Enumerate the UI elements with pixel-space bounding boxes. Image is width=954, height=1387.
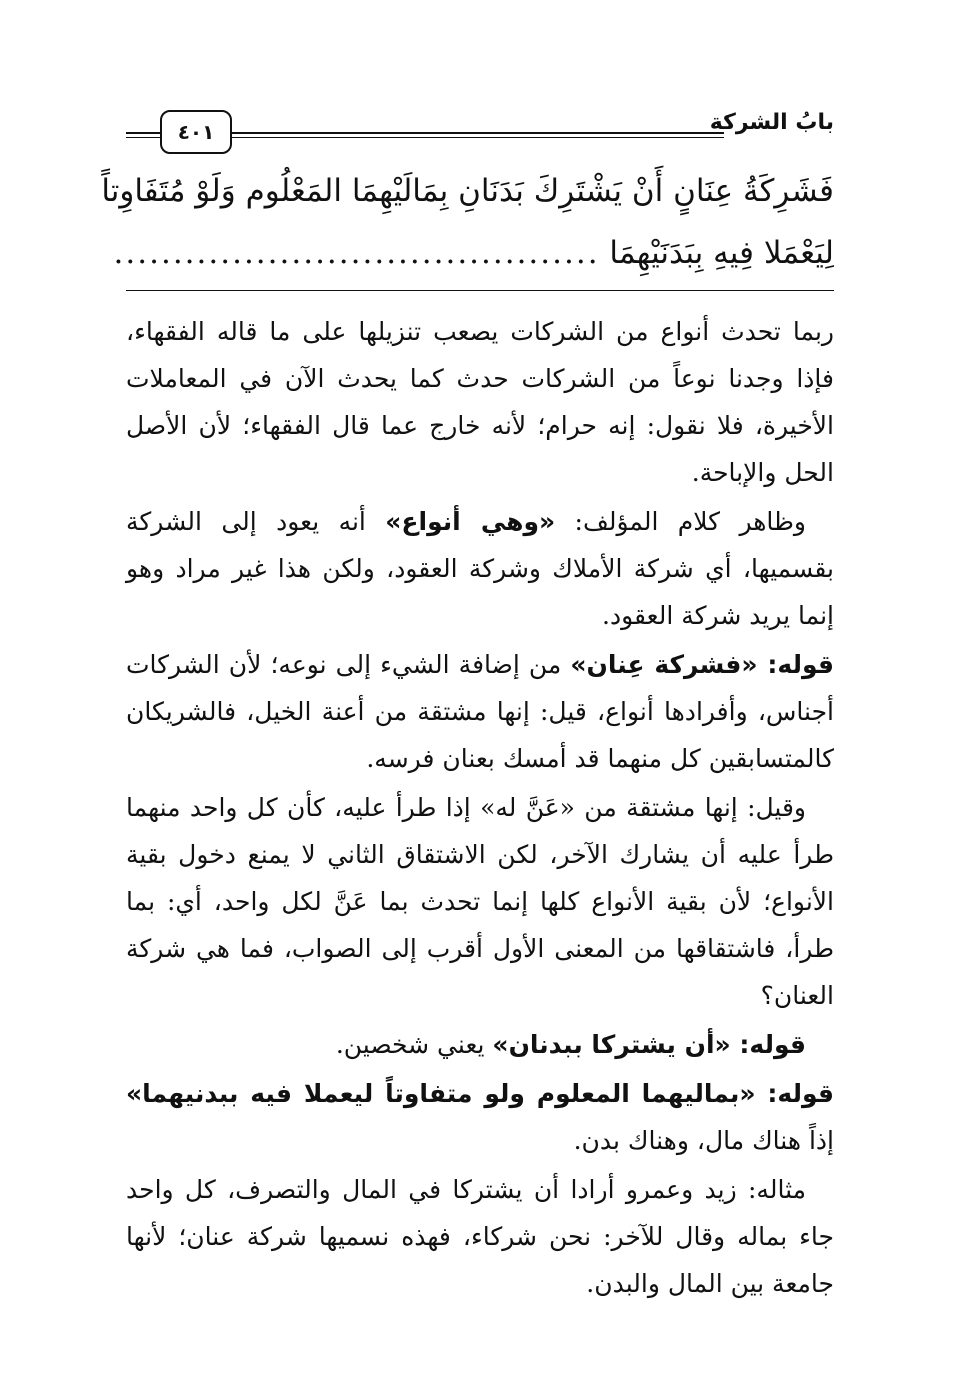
matn-line-2 xyxy=(113,222,834,284)
paragraph-1: ربما تحدث أنواع من الشركات يصعب تنزيلها على ما قاله الفقهاء، فإذا وجدنا نوعاً من الشركات حدث كما يحدث الآن في المعاملات الأخيرة، فلا نقول: إنه حرام؛ لأنه خارج عما قال الفقهاء؛ لأن الأصل الحل والإباحة. xyxy=(126,317,834,487)
paragraph-6-rest: إذاً هناك مال، وهناك بدن. xyxy=(573,1126,834,1155)
matn-line-1: فَشَرِكَةُ عِنَانٍ أَنْ يَشْتَرِكَ بَدَنَانِ بِمَالَيْهِمَا المَعْلُوم وَلَوْ مُتَفَاوِتاً xyxy=(101,173,834,209)
qawl-label: قوله: xyxy=(767,1079,834,1108)
page-number: ٤٠١ xyxy=(160,110,232,154)
paragraph-2-lead: وظاهر كلام المؤلف: xyxy=(555,507,807,536)
section-title: بابُ الشركة xyxy=(709,110,834,135)
paragraph-3-quote: «فشركة عِنان» xyxy=(570,650,768,679)
page-header xyxy=(126,104,834,154)
commentary xyxy=(126,308,834,1309)
paragraph-6 xyxy=(126,1070,834,1164)
matn-dots: ......................................... xyxy=(113,235,600,271)
paragraph-2-rest: أنه يعود إلى الشركة بقسميها، أي شركة الأملاك وشركة العقود، ولكن هذا غير مراد وهو إنما يريد شركة العقود. xyxy=(126,507,834,630)
paragraph-7: مثاله: زيد وعمرو أرادا أن يشتركا في المال والتصرف، كل واحد جاء بماله وقال للآخر: نحن شركاء، فهذه نسميها شركة عنان؛ لأنها جامعة بين المال والبدن. xyxy=(126,1175,834,1298)
paragraph-3-rest: من إضافة الشيء إلى نوعه؛ لأن الشركات أجناس، وأفرادها أنواع، قيل: إنها مشتقة من أعنة الخيل، فالشريكان كالمتسابقين كل منهما قد أمسك بعنان فرسه. xyxy=(126,650,834,773)
paragraph-3 xyxy=(126,641,834,782)
paragraph-5-quote: «أن يشتركا ببدنان» xyxy=(492,1030,740,1059)
paragraph-2 xyxy=(126,498,834,639)
paragraph-5 xyxy=(126,1021,834,1068)
matn-text xyxy=(101,160,834,284)
matn-line-2-text: لِيَعْمَلا فِيهِ بِبَدَنَيْهِمَا xyxy=(609,235,834,271)
paragraph-2-quote: «وهي أنواع» xyxy=(385,507,556,536)
qawl-label: قوله: xyxy=(767,650,834,679)
paragraph-6-quote: «بماليهما المعلوم ولو متفاوتاً ليعملا فيه ببدنيهما» xyxy=(126,1079,768,1108)
header-rule-left xyxy=(126,132,160,134)
qawl-label: قوله: xyxy=(739,1030,806,1059)
footnote-divider xyxy=(126,290,834,291)
header-rule-right xyxy=(230,132,724,134)
paragraph-5-rest: يعني شخصين. xyxy=(335,1030,493,1059)
paragraph-4: وقيل: إنها مشتقة من «عَنَّ له» إذا طرأ عليه، كأن كل واحد منهما طرأ عليه أن يشارك الآخر، لكن الاشتقاق الثاني لا يمنع دخول بقية الأنواع؛ لأن بقية الأنواع كلها إنما تحدث بما عَنَّ لكل واحد، أي: بما طرأ، فاشتقاقها من المعنى الأول أقرب إلى الصواب، فما هي شركة العنان؟ xyxy=(126,793,834,1010)
